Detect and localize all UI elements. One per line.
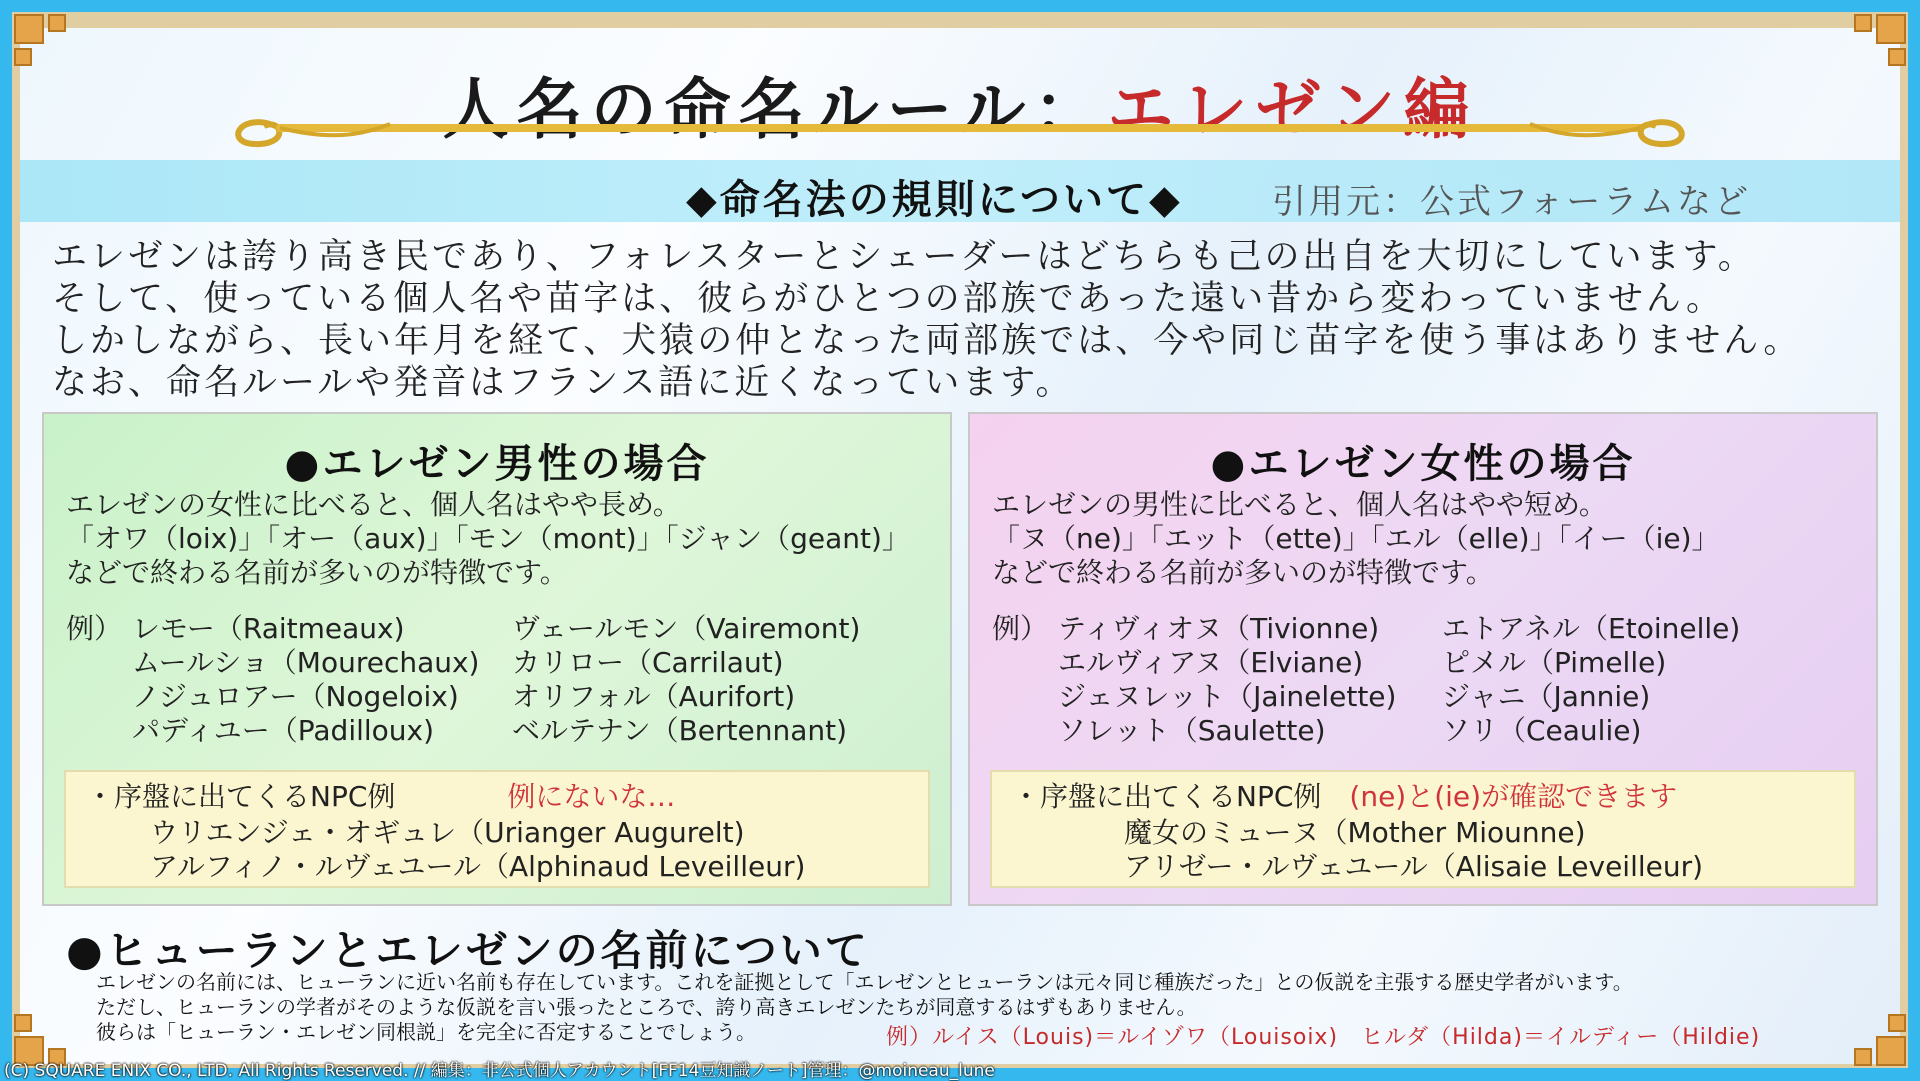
section-source: 引用元：公式フォーラムなど — [1272, 182, 1751, 222]
intro-line: エレゼンは誇り高き民であり、フォレスターとシェーダーはどちらも己の出自を大切にしています。 — [52, 237, 1756, 277]
page-title-accent: エレゼン編 — [1107, 71, 1478, 148]
example-name: オリフォル（Aurifort) — [512, 680, 796, 713]
bottom-example: 例）ルイス（Louis)＝ルイゾワ（Louisoix) ヒルダ（Hilda)＝イルディー（Hildie) — [886, 1025, 1761, 1050]
intro-line: そして、使っている個人名や苗字は、彼らがひとつの部族であった遠い昔から変わっていません。 — [52, 279, 1725, 319]
female-npc-box — [990, 770, 1856, 888]
npc-names — [1124, 816, 1703, 884]
npc-heading: ・序盤に出てくるNPC例 例にないな… — [86, 780, 676, 813]
female-description: エレゼンの男性に比べると、個人名はやや短め。 「ヌ（ne)」「エット（ette)」「エル（elle)」「イー（ie)」 などで終わる名前が多いのが特徴です。 — [992, 488, 1720, 589]
example-name: エルヴィアヌ（Elviane) — [1058, 646, 1364, 679]
gold-swirl-divider-icon — [220, 106, 1700, 156]
corner-ornament-icon — [1838, 998, 1906, 1066]
npc-name: アリゼー・ルヴェユール（Alisaie Leveilleur) — [1124, 850, 1704, 883]
example-name: エトアネル（Etoinelle) — [1442, 612, 1741, 645]
npc-names — [150, 816, 805, 884]
copyright-notice: (C) SQUARE ENIX CO., LTD. All Rights Reserved. // 編集：非公式個人アカウント[FF14豆知識ノート]管理：@moineau_lune — [4, 1061, 995, 1081]
bottom-line: ただし、ヒューランの学者がそのような仮説を言い張ったところで、誇り高きエレゼンたちが同意するはずもありません。 — [96, 995, 1197, 1019]
example-name: レモー（Raitmeaux) — [132, 612, 405, 645]
bottom-line: 彼らは「ヒューラン・エレゼン同根説」を完全に否定することでしょう。 — [96, 1020, 756, 1044]
example-name: ジェヌレット（Jainelette) — [1058, 680, 1397, 713]
male-examples-col1 — [132, 612, 479, 748]
example-name: ティヴィオヌ（Tivionne) — [1058, 612, 1380, 645]
male-npc-box — [64, 770, 930, 888]
example-name: ヴェールモン（Vairemont) — [512, 612, 861, 645]
female-examples-col2 — [1442, 612, 1740, 748]
example-name: カリロー（Carrilaut) — [512, 646, 784, 679]
npc-note: (ne)と(ie)が確認できます — [1349, 780, 1678, 813]
example-label: 例） — [992, 612, 1049, 645]
female-heading: ●エレゼン女性の場合 — [1210, 441, 1636, 487]
intro-text — [52, 236, 1892, 404]
section-heading: ◆命名法の規則について◆ — [686, 177, 1183, 223]
female-examples-col1 — [1058, 612, 1396, 748]
example-name: ベルテナン（Bertennant) — [512, 714, 848, 747]
intro-line: なお、命名ルールや発音はフランス語に近くなっています。 — [52, 363, 1074, 403]
male-examples-col2 — [512, 612, 860, 748]
male-description: エレゼンの女性に比べると、個人名はやや長め。 「オワ（loix)」「オー（aux)」「モン（mont)」「ジャン（geant)」 などで終わる名前が多いのが特徴です。 — [66, 488, 910, 589]
npc-name: 魔女のミューヌ（Mother Miounne) — [1124, 816, 1586, 849]
example-name: ノジュロアー（Nogeloix) — [132, 680, 459, 713]
example-name: ソリ（Ceaulie) — [1442, 714, 1642, 747]
example-name: ジャニ（Jannie) — [1442, 680, 1651, 713]
npc-name: ウリエンジェ・オギュレ（Urianger Augurelt) — [150, 816, 745, 849]
example-name: パディユー（Padilloux) — [132, 714, 435, 747]
male-heading: ●エレゼン男性の場合 — [284, 441, 710, 487]
bottom-line: エレゼンの名前には、ヒューランに近い名前も存在しています。これを証拠として「エレゼンとヒューランは元々同じ種族だった」との仮説を主張する歴史学者がいます。 — [96, 970, 1633, 994]
intro-line: しかしながら、長い年月を経て、犬猿の仲となった両部族では、今や同じ苗字を使う事はありません。 — [52, 321, 1802, 361]
npc-name: アルフィノ・ルヴェユール（Alphinaud Leveilleur) — [150, 850, 806, 883]
example-name: ムールショ（Mourechaux) — [132, 646, 480, 679]
male-panel — [42, 412, 952, 906]
npc-note: 例にないな… — [507, 780, 676, 813]
example-name: ピメル（Pimelle) — [1442, 646, 1667, 679]
npc-heading: ・序盤に出てくるNPC例 (ne)と(ie)が確認できます — [1012, 780, 1678, 813]
bottom-heading: ●ヒューランとエレゼンの名前について — [66, 926, 870, 975]
female-panel — [968, 412, 1878, 906]
example-label: 例） — [66, 612, 123, 645]
page-title: 人名の命名ルール：エレゼン編 — [442, 71, 1478, 148]
example-name: ソレット（Saulette) — [1058, 714, 1326, 747]
